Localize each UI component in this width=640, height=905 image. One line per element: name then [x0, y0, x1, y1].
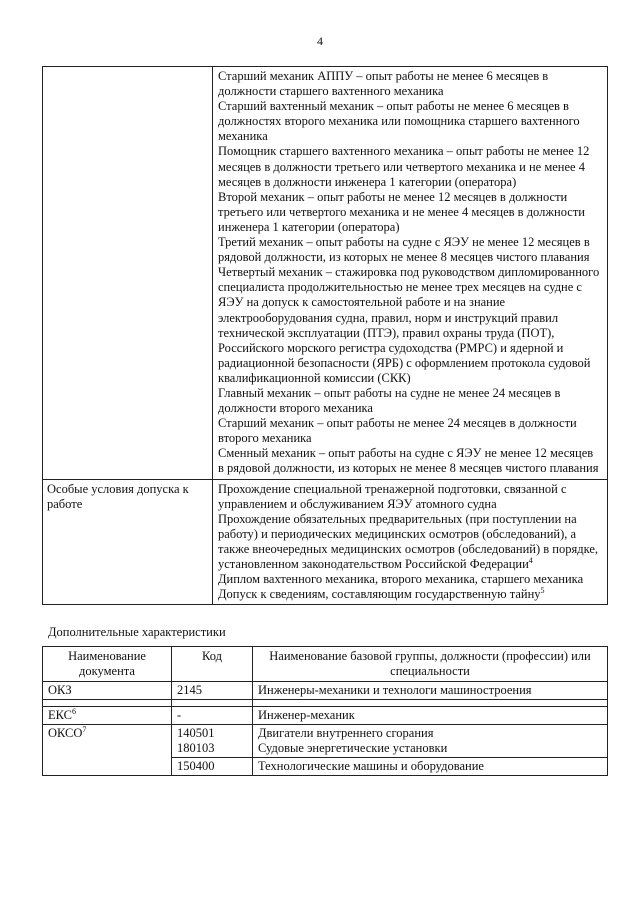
requirement-item: Старший механик АППУ – опыт работы не менее 6 месяцев в должности старшего вахтенного механика — [218, 69, 549, 99]
page-number: 4 — [317, 34, 323, 48]
requirement-item: Сменный механик – опыт работы на судне с ЯЭУ не менее 12 месяцев в рядовой должности, из которых не менее 8 месяцев чистого плавания — [218, 446, 599, 476]
additional-characteristics-table — [42, 646, 608, 776]
requirement-item: Второй механик – опыт работы не менее 12 месяцев в должности третьего или четвертого механика и не менее 4 месяцев в должности инженера 1 категории (оператора) — [218, 189, 585, 234]
code-cell: - — [172, 707, 253, 725]
experience-label-cell — [43, 67, 213, 480]
code-cell: 140501 180103 — [172, 725, 253, 758]
special-conditions-label: Особые условия допуска к работе — [43, 479, 213, 605]
header-code: Код — [172, 647, 253, 682]
requirement-item: Старший вахтенный механик – опыт работы не менее 6 месяцев в должностях второго механика или помощника старшего вахтенного механика — [218, 99, 580, 144]
requirement-item: Старший механик – опыт работы не менее 24 месяцев в должности второго механика — [218, 416, 577, 446]
document-cell: ОКЗ — [43, 682, 172, 700]
code-cell: 150400 — [172, 758, 253, 776]
requirement-item: Третий механик – опыт работы на судне с ЯЭУ не менее 12 месяцев в рядовой должности, из которых не менее 8 месяцев чистого плавания — [218, 235, 590, 265]
spacer-row — [43, 700, 608, 707]
name-cell: Двигатели внутреннего сгорания Судовые энергетические установки — [253, 725, 608, 758]
condition-item: Допуск к сведениям, составляющим государственную тайну$^5$ — [218, 586, 545, 602]
experience-content-cell — [213, 67, 608, 480]
table-row — [43, 682, 608, 700]
requirement-item: Четвертый механик – стажировка под руководством дипломированного специалиста продолжительностью не менее трех месяцев на судне с ЯЭУ на допуск к самостоятельной работе и на знание электрооборудования судна, правил, норм и инструкций правил технической эксплуатации (ПТЭ), правил охраны труда (ПОТ), Российского морского регистра судоходства (РМРС) и ядерной и радиационной безопасности (ЯРБ) с оформлением протокола судовой квалификационной комиссии (СКК) — [218, 265, 600, 385]
condition-item: Диплом вахтенного механика, второго механика, старшего механика — [218, 572, 584, 587]
footnote-marker: 4 — [528, 555, 533, 565]
document-cell: ОКСО$^7$ — [43, 725, 172, 776]
experience-row — [43, 67, 608, 480]
footnote-marker: 5 — [540, 586, 545, 596]
requirement-item: Главный механик – опыт работы на судне не менее 24 месяцев в должности второго механика — [218, 385, 561, 416]
table-row — [43, 707, 608, 725]
section-title: Дополнительные характеристики — [48, 625, 226, 639]
table-row — [43, 725, 608, 758]
header-row — [43, 647, 608, 682]
requirement-item: Помощник старшего вахтенного механика – опыт работы не менее 12 месяцев в должности третьего или четвертого механика и не менее 4 месяцев в должности инженера 1 категории (оператора) — [218, 144, 590, 189]
requirements-table — [42, 66, 608, 605]
name-cell: Инженеры-механики и технологи машиностроения — [253, 682, 608, 700]
footnote-marker: 6 — [72, 706, 76, 716]
code-cell: 2145 — [172, 682, 253, 700]
condition-item: Прохождение специальной тренажерной подготовки, связанной с управлением и обслуживанием ЯЭУ атомного судна — [218, 481, 567, 511]
document-cell: ЕКС$^6$ — [43, 707, 172, 725]
footnote-marker: 7 — [82, 724, 87, 734]
special-conditions-cell — [213, 479, 608, 605]
header-document: Наименование документа — [43, 647, 172, 682]
condition-item: Прохождение обязательных предварительных (при поступлении на работу) и периодических медицинских осмотров (обследований), а также внеочередных медицинских осмотров (обследований) в порядке, установленном законодательством Российской Федерации$^4$ — [218, 511, 599, 571]
name-cell: Инженер-механик — [253, 707, 608, 725]
header-name: Наименование базовой группы, должности (профессии) или специальности — [253, 647, 608, 682]
special-conditions-row — [43, 479, 608, 605]
name-cell: Технологические машины и оборудование — [253, 758, 608, 776]
